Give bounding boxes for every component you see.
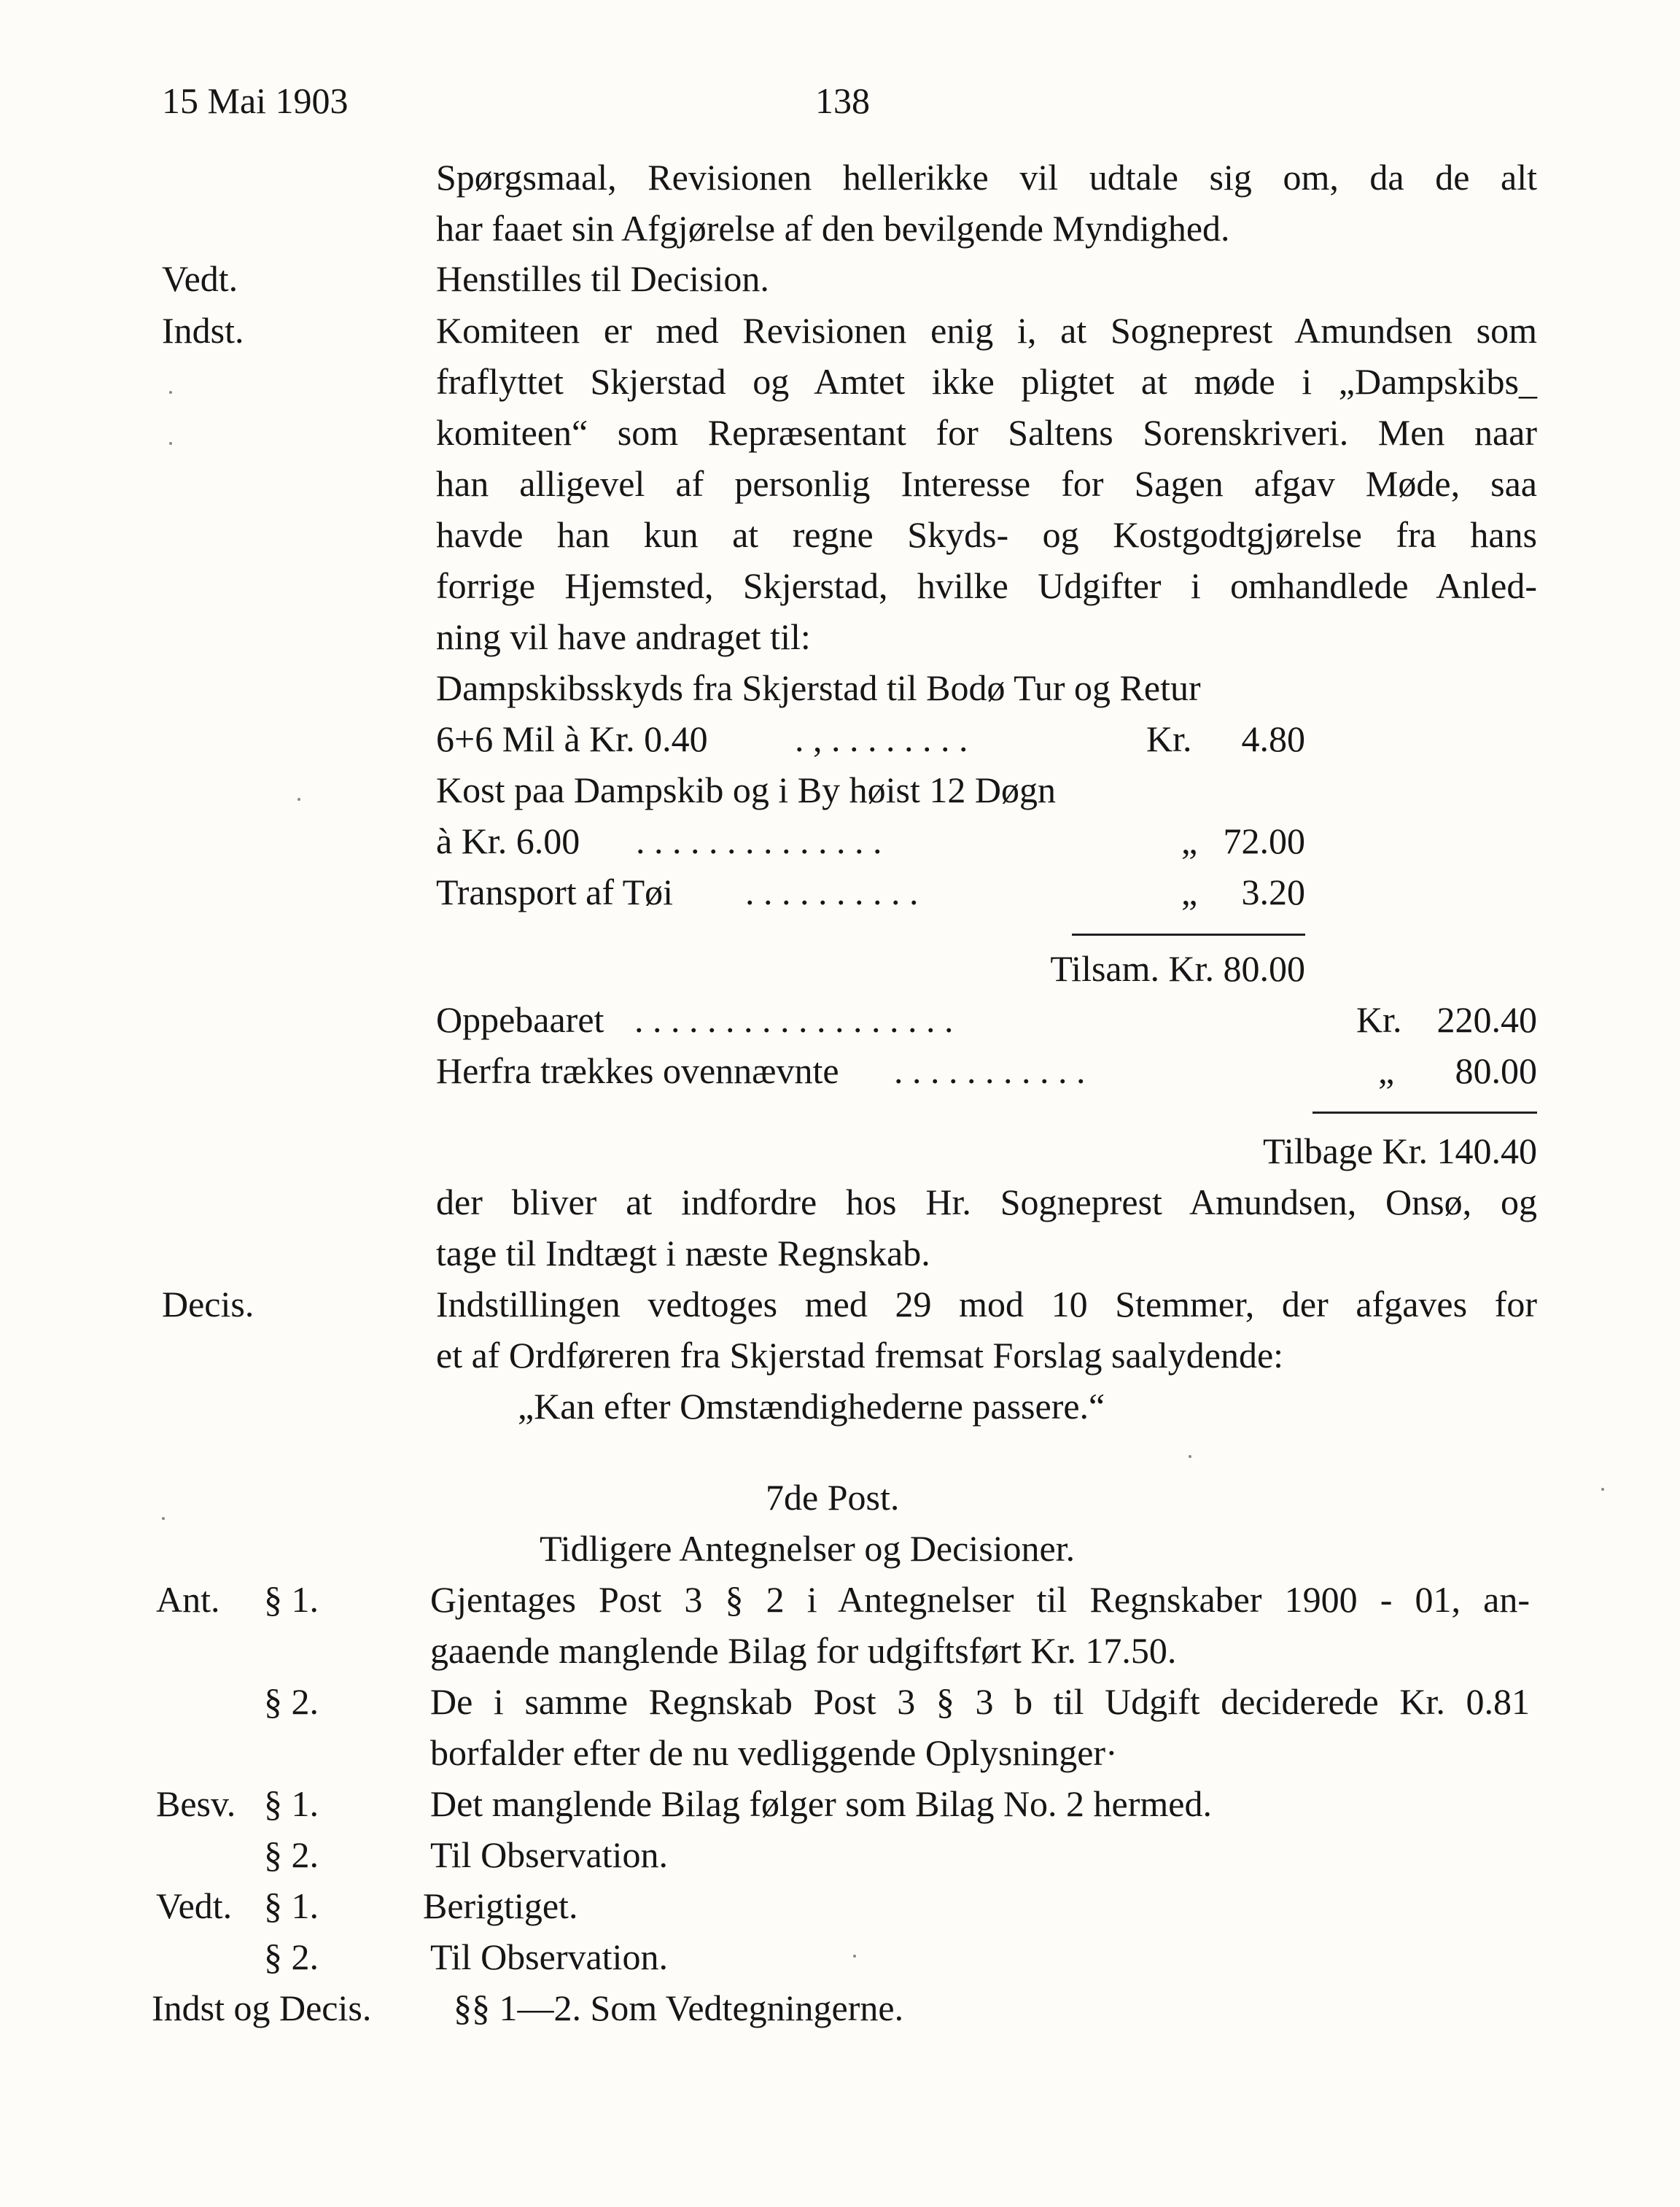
para2-line7: ning vil have andraget til: [436, 616, 811, 657]
page-date: 15 Mai 1903 [162, 80, 349, 121]
besv1-text: Det manglende Bilag følger som Bilag No. 2 hermed. [430, 1783, 1212, 1824]
expense-line5-label: Transport af Tøi [436, 872, 673, 912]
expense-line5-amount: 3.20 [1241, 872, 1305, 912]
margin-indst-decis: Indst og Decis. [152, 1987, 372, 2028]
section-title: 7de Post. [766, 1477, 900, 1518]
margin-vedt: Vedt. [162, 258, 238, 299]
para2-line2: fraflyttet Skjerstad og Amtet ikke pligtet at møde i „Dampskibs_ [436, 361, 1537, 402]
ant1-line1: Gjentages Post 3 § 2 i Antegnelser til Regnskaber 1900 - 01, an- [430, 1579, 1530, 1620]
decis-quote: „Kan efter Omstændighederne passere.“ [518, 1386, 1105, 1427]
expense-line2-currency: Kr. [1146, 718, 1192, 759]
para2-line5: havde han kun at regne Skyds- og Kostgodtgjørelse fra hans [436, 514, 1537, 555]
expense-line3: Kost paa Dampskib og i By høist 12 Døgn [436, 769, 1056, 810]
deduct-currency: „ [1378, 1050, 1395, 1091]
expense-line4-dots: . . . . . . . . . . . . . . [636, 821, 882, 861]
vedt-paragraph-1: § 1. [264, 1885, 319, 1926]
para2-line6: forrige Hjemsted, Skjerstad, hvilke Udgifter i omhandlede Anled- [436, 565, 1537, 606]
para2-line1: Komiteen er med Revisionen enig i, at Sogneprest Amundsen som [436, 310, 1537, 351]
expense-line5-currency: „ [1181, 872, 1198, 912]
expense-line4-amount: 72.00 [1223, 821, 1305, 861]
scan-speck [298, 798, 300, 801]
margin-indst: Indst. [162, 310, 244, 351]
decis-line1: Indstillingen vedtoges med 29 mod 10 Stemmer, der afgaves for [436, 1284, 1537, 1324]
received-label: Oppebaaret [436, 999, 604, 1040]
margin-decis: Decis. [162, 1284, 254, 1324]
received-currency: Kr. [1356, 999, 1402, 1040]
scan-speck [1189, 1455, 1191, 1458]
ant-paragraph-1: § 1. [264, 1579, 319, 1620]
para3-line2: tage til Indtægt i næste Regnskab. [436, 1233, 930, 1273]
ant1-line2: gaaende manglende Bilag for udgiftsført Kr. 17.50. [430, 1630, 1177, 1671]
received-dots: . . . . . . . . . . . . . . . . . . [634, 999, 954, 1040]
ant2-line2: borfalder efter de nu vedliggende Oplysninger· [430, 1732, 1118, 1773]
vedt1-text: Berigtiget. [423, 1885, 578, 1926]
expense-line2-label: 6+6 Mil à Kr. 0.40 [436, 718, 708, 759]
besv2-text: Til Observation. [430, 1834, 668, 1875]
subtotal-rule [1072, 934, 1305, 936]
ant-paragraph-2: § 2. [264, 1681, 319, 1722]
margin-vedt-2: Vedt. [156, 1885, 233, 1926]
expense-line5-dots: . . . . . . . . . . [745, 872, 919, 912]
vedt2-text: Til Observation. [430, 1936, 668, 1977]
vedt-text: Henstilles til Decision. [436, 258, 769, 299]
deduct-dots: . . . . . . . . . . . [894, 1050, 1086, 1091]
para1-line2: har faaet sin Afgjørelse af den bevilgende Myndighed. [436, 208, 1230, 249]
expense-total: Tilsam. Kr. 80.00 [1050, 948, 1305, 989]
page-number: 138 [815, 80, 870, 121]
scan-speck [169, 391, 172, 394]
margin-besv: Besv. [156, 1783, 236, 1824]
deduct-amount: 80.00 [1455, 1050, 1537, 1091]
received-amount: 220.40 [1436, 999, 1537, 1040]
deduct-label: Herfra trækkes ovennævnte [436, 1050, 839, 1091]
margin-ant: Ant. [156, 1579, 220, 1620]
deduct-rule [1312, 1112, 1537, 1114]
scan-speck [1601, 1488, 1604, 1491]
besv-paragraph-1: § 1. [264, 1783, 319, 1824]
expense-line4-currency: „ [1181, 821, 1198, 861]
back-total: Tilbage Kr. 140.40 [1263, 1130, 1537, 1171]
expense-line2-dots: . , . . . . . . . . [795, 718, 968, 759]
decis-line2: et af Ordføreren fra Skjerstad fremsat Forslag saalydende: [436, 1335, 1284, 1376]
para1-line1: Spørgsmaal, Revisionen hellerikke vil udtale sig om, da de alt [436, 157, 1537, 198]
final-text: §§ 1—2. Som Vedtegningerne. [454, 1987, 904, 2028]
expense-line1: Dampskibsskyds fra Skjerstad til Bodø Tur og Retur [436, 667, 1201, 708]
para2-line4: han alligevel af personlig Interesse for Sagen afgav Møde, saa [436, 463, 1537, 504]
scan-speck [169, 442, 172, 445]
scan-speck [162, 1517, 165, 1520]
scan-speck [853, 1955, 856, 1958]
besv-paragraph-2: § 2. [264, 1834, 319, 1875]
section-subtitle: Tidligere Antegnelser og Decisioner. [540, 1528, 1076, 1569]
expense-line4-label: à Kr. 6.00 [436, 821, 580, 861]
vedt-paragraph-2: § 2. [264, 1936, 319, 1977]
para2-line3: komiteen“ som Repræsentant for Saltens Sorenskriveri. Men naar [436, 412, 1537, 453]
ant2-line1: De i samme Regnskab Post 3 § 3 b til Udgift deciderede Kr. 0.81 [430, 1681, 1530, 1722]
expense-line2-amount: 4.80 [1241, 718, 1305, 759]
para3-line1: der bliver at indfordre hos Hr. Sogneprest Amundsen, Onsø, og [436, 1182, 1537, 1222]
